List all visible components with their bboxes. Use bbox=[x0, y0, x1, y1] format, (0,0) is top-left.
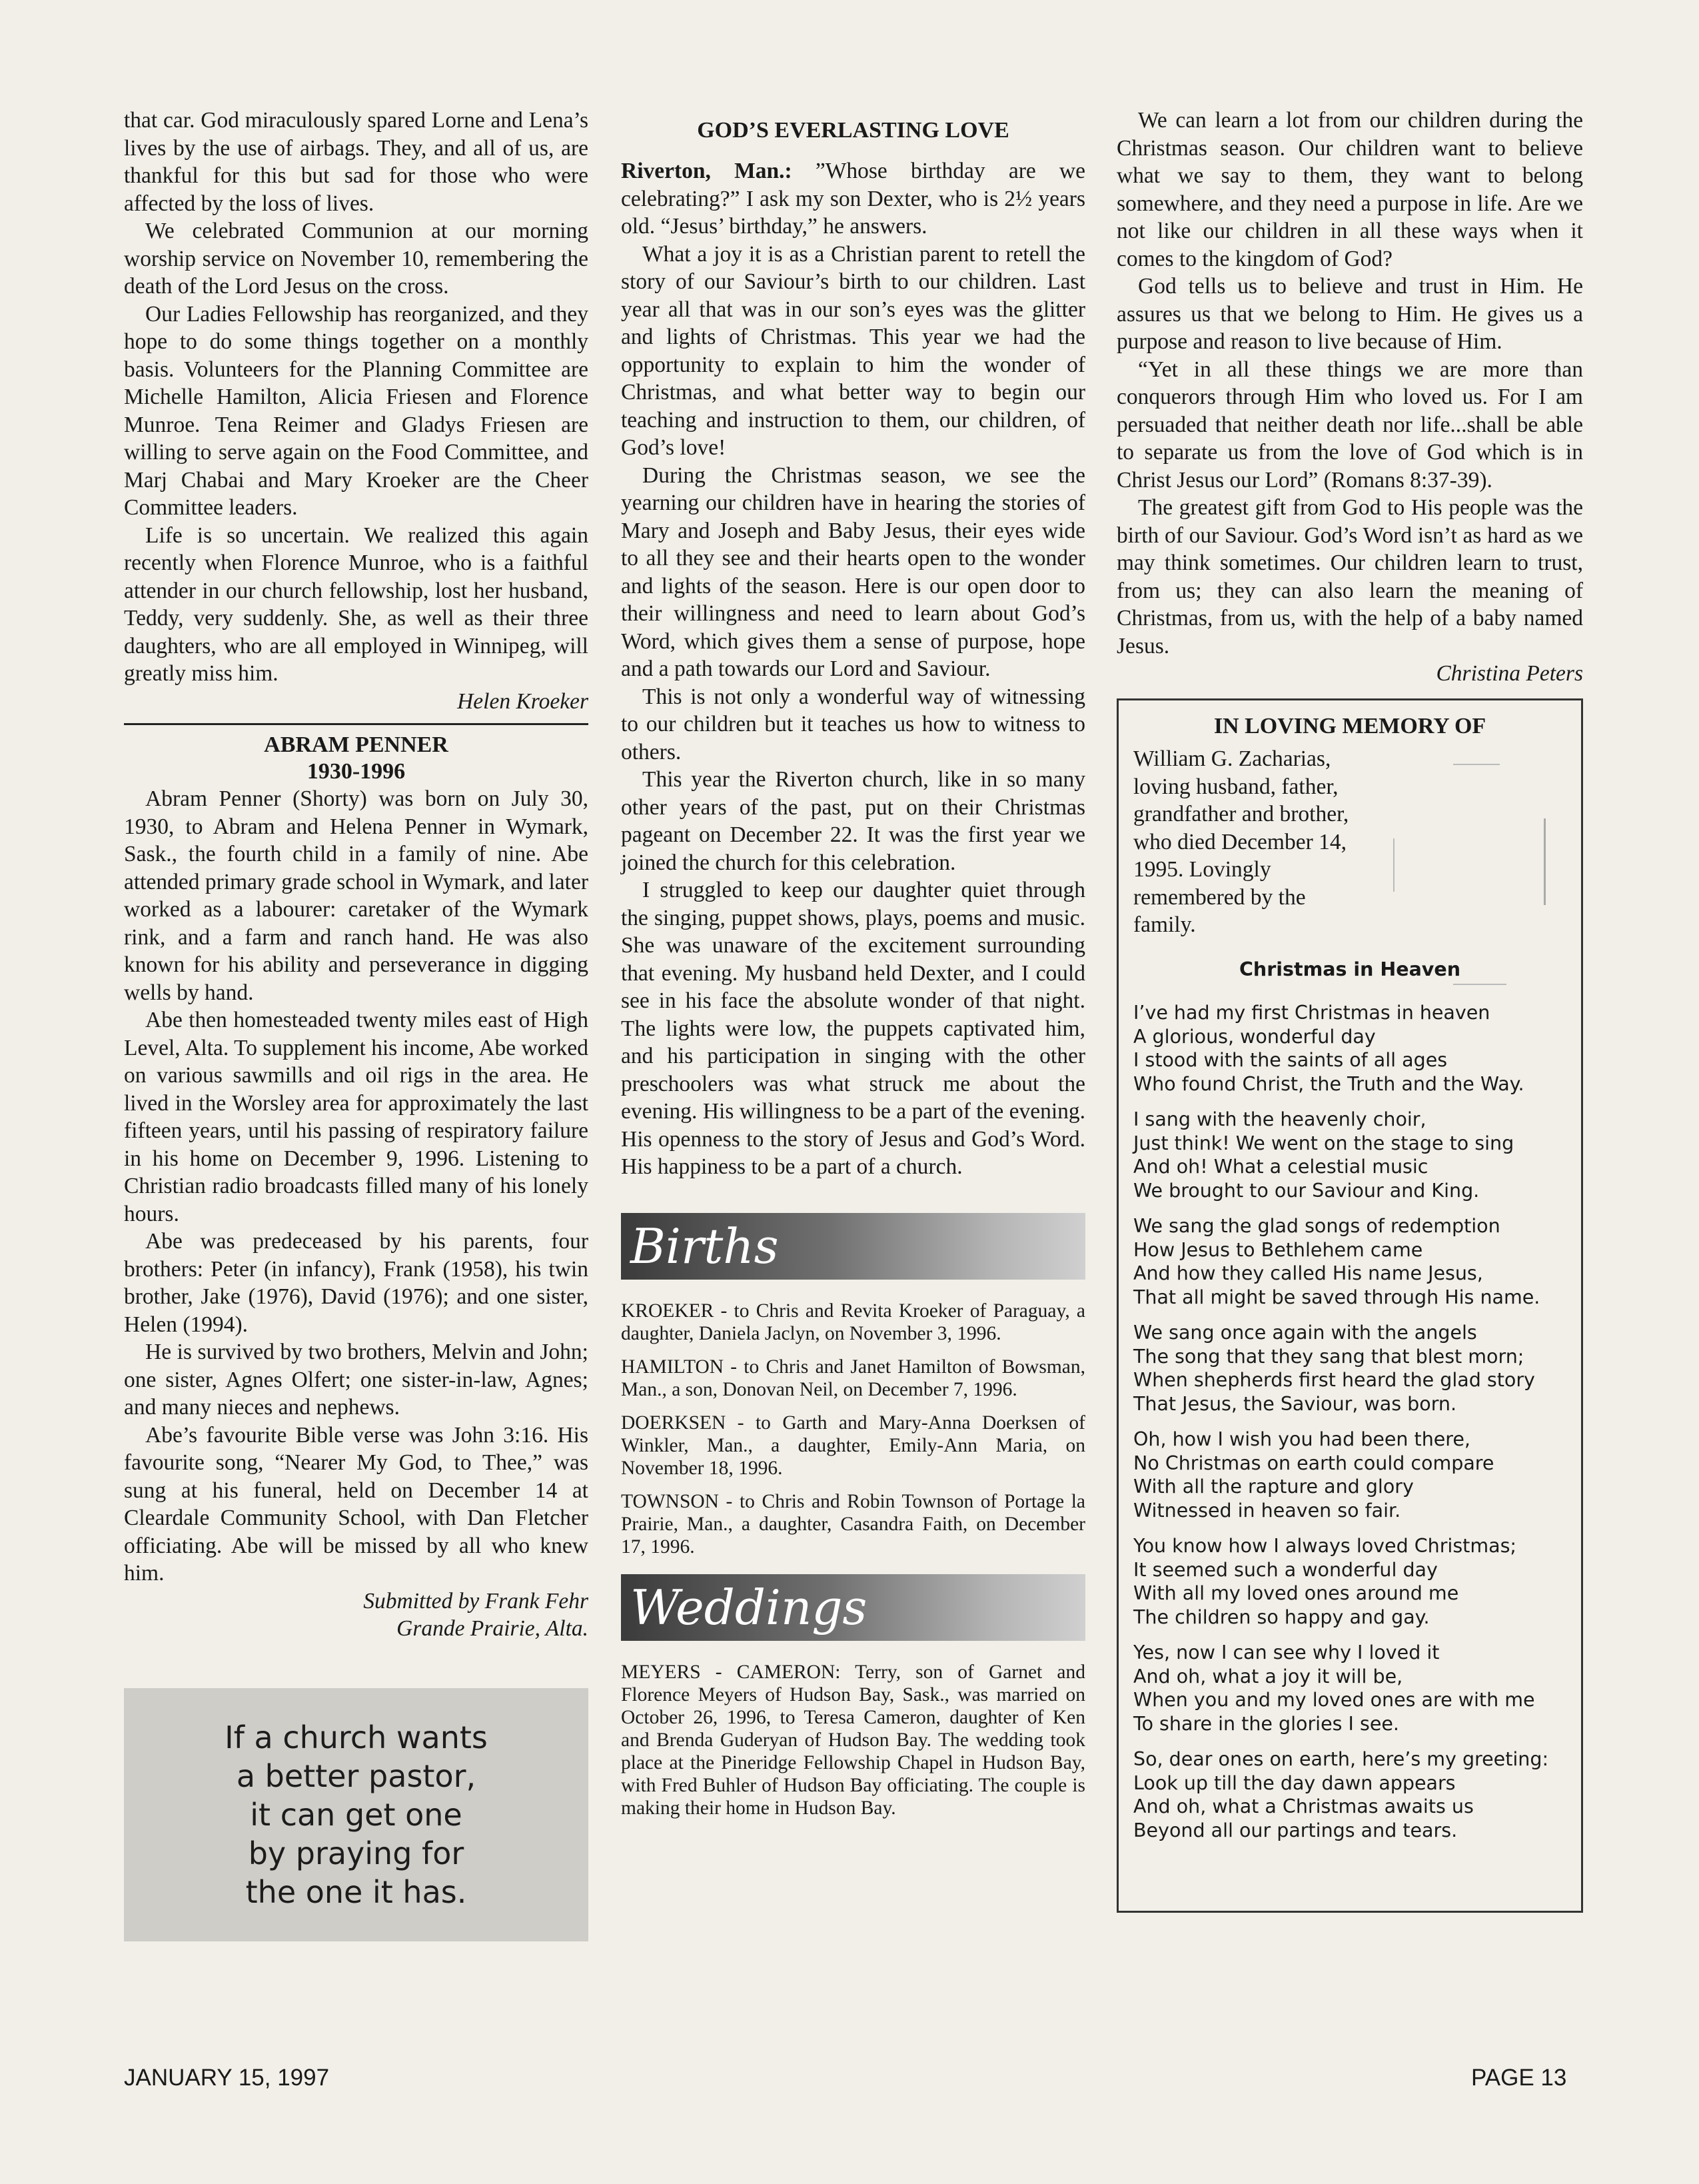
memorial-photo bbox=[1367, 745, 1566, 939]
poem-line: Witnessed in heaven so fair. bbox=[1133, 1499, 1401, 1522]
poem-stanza bbox=[1133, 1428, 1566, 1522]
poem-line: That all might be saved through His name. bbox=[1133, 1286, 1540, 1308]
poem-line: Beyond all our partings and tears. bbox=[1133, 1819, 1458, 1841]
column-1 bbox=[124, 107, 588, 1941]
poem-line: A glorious, wonderful day bbox=[1133, 1025, 1376, 1048]
birth-notice: KROEKER - to Chris and Revita Kroeker of Paraguay, a daughter, Daniela Jaclyn, on November 3, 1996. bbox=[621, 1300, 1085, 1344]
quote-line: it can get one bbox=[250, 1796, 462, 1833]
quote-box bbox=[124, 1688, 588, 1941]
obituary-title: ABRAM PENNER bbox=[264, 732, 448, 757]
weddings-banner: Weddings bbox=[621, 1574, 1085, 1641]
poem-line: The song that they sang that blest morn; bbox=[1133, 1345, 1524, 1368]
poem-line: To share in the glories I see. bbox=[1133, 1712, 1399, 1735]
poem-line: I’ve had my first Christmas in heaven bbox=[1133, 1002, 1490, 1024]
birth-notice: HAMILTON - to Chris and Janet Hamilton of Bowsman, Man., a son, Donovan Neil, on December 7, 1996. bbox=[621, 1356, 1085, 1400]
poem-line: The children so happy and gay. bbox=[1133, 1606, 1430, 1628]
paragraph: I struggled to keep our daughter quiet through the singing, puppet shows, plays, poems and music. She was unaware of the excitement surrounding that evening. My husband held Dexter, and I could see in his face the absolute wonder of that night. The lights were low, the puppets captivated him, and his participation in singing with the other preschoolers was what struck me about the evening. His willingness to be a part of the evening. His openness to the story of Jesus and God’s Word. His happiness to be a part of a church. bbox=[621, 878, 1085, 1179]
quote-line: If a church wants bbox=[225, 1719, 488, 1755]
poem-line: With all my loved ones around me bbox=[1133, 1582, 1459, 1604]
poem-line: No Christmas on earth could compare bbox=[1133, 1452, 1494, 1474]
poem-line: Look up till the day dawn appears bbox=[1133, 1771, 1456, 1794]
paragraph: This year the Riverton church, like in so many other years of the past, put on their Christmas pageant on December 22. It was the first year we joined the church for this celebration. bbox=[621, 767, 1085, 875]
poem-stanza bbox=[1133, 1641, 1566, 1735]
poem-stanza bbox=[1133, 1747, 1566, 1842]
quote-line: a better pastor, bbox=[236, 1757, 476, 1794]
paragraph: “Yet in all these things we are more than conquerors through Him who loved us. For I am persuaded that neither death nor life...shall be able to separate us from the love of God which is in Christ Jesus our Lord” (Romans 8:37-39). bbox=[1117, 357, 1583, 493]
births-banner: Births bbox=[621, 1213, 1085, 1280]
poem-line: Who found Christ, the Truth and the Way. bbox=[1133, 1072, 1524, 1095]
paragraph: Abe was predeceased by his parents, four brothers: Peter (in infancy), Frank (1958), his twin brother, Jake (1976), David (1976); and one sister, Helen (1994). bbox=[124, 1229, 588, 1337]
paragraph: The greatest gift from God to His people was the birth of our Saviour. God’s Word isn’t as hard as we may think sometimes. Our children learn to trust, from us; they can also learn the meaning of Christmas, from us, with the help of a baby named Jesus. bbox=[1117, 495, 1583, 658]
poem-line: That Jesus, the Saviour, was born. bbox=[1133, 1392, 1457, 1415]
poem-stanza bbox=[1133, 1534, 1566, 1629]
poem-line: We brought to our Saviour and King. bbox=[1133, 1179, 1480, 1202]
poem-line: Yes, now I can see why I loved it bbox=[1133, 1641, 1440, 1663]
paragraph bbox=[621, 157, 1085, 241]
quote-line: by praying for bbox=[248, 1835, 464, 1871]
poem-line: I stood with the saints of all ages bbox=[1133, 1049, 1448, 1071]
poem-line: It seemed such a wonderful day bbox=[1133, 1558, 1438, 1581]
poem-line: You know how I always loved Christmas; bbox=[1133, 1535, 1517, 1557]
paragraph: Abram Penner (Shorty) was born on July 30, 1930, to Abram and Helena Penner in Wymark, Sask., the fourth child in a family of nine. Abe attended primary grade school in Wymark, and later worked as a labourer: caretaker of the Wymark rink, and a farm and ranch hand. He was also known for his ability and perseverance in digging wells by hand. bbox=[124, 786, 588, 1005]
poem bbox=[1133, 958, 1566, 1843]
column-2 bbox=[621, 107, 1085, 1830]
footer-page-number: PAGE 13 bbox=[1471, 2065, 1567, 2091]
paragraph: God tells us to believe and trust in Him. He assures us that we belong to Him. He gives us a purpose and reason to live because of Him. bbox=[1117, 274, 1583, 354]
paragraph-text: ”Whose birthday are we celebrating?” I ask my son Dexter, who is 2½ years old. “Jesus’ birthday,” he answers. bbox=[621, 159, 1085, 239]
poem-line: With all the rapture and glory bbox=[1133, 1476, 1414, 1498]
poem-line: Just think! We went on the stage to sing bbox=[1133, 1132, 1514, 1154]
paragraph: Our Ladies Fellowship has reorganized, and they hope to do some things together on a monthly basis. Volunteers for the Planning Committee are Michelle Hamilton, Alicia Friesen and Florence Munroe. Tena Reimer and Gladys Friesen are willing to serve again on the Food Committee, and Marj Chabai and Mary Kroeker are the Cheer Committee leaders. bbox=[124, 301, 588, 520]
signature: Christina Peters bbox=[1436, 661, 1583, 686]
memorial-box bbox=[1117, 698, 1583, 1913]
paragraph: He is survived by two brothers, Melvin and John; one sister, Agnes Olfert; one sister-in-law, Agnes; and many nieces and nephews. bbox=[124, 1340, 588, 1420]
poem-line: And how they called His name Jesus, bbox=[1133, 1262, 1483, 1284]
poem-line: I sang with the heavenly choir, bbox=[1133, 1108, 1426, 1130]
signature: Helen Kroeker bbox=[457, 688, 588, 714]
paragraph: This is not only a wonderful way of witnessing to our children but it teaches us how to witness to others. bbox=[621, 684, 1085, 764]
poem-line: How Jesus to Bethlehem came bbox=[1133, 1238, 1423, 1261]
column-3 bbox=[1117, 107, 1583, 1913]
poem-stanza bbox=[1133, 1108, 1566, 1202]
poem-line: Oh, how I wish you had been there, bbox=[1133, 1428, 1470, 1450]
footer-date: JANUARY 15, 1997 bbox=[124, 2065, 330, 2091]
poem-line: And oh, what a Christmas awaits us bbox=[1133, 1795, 1474, 1817]
paragraph: Abe then homesteaded twenty miles east of High Level, Alta. To supplement his income, Abe worked on various sawmills and oil rigs in the area. He lived in the Worsley area for approximately the last fifteen years, until his passing of respiratory failure in his home on December 9, 1996. Listening to Christian radio broadcasts filled many of his lonely hours. bbox=[124, 1008, 588, 1226]
dateline: Riverton, Man.: bbox=[621, 159, 792, 183]
submitted-by: Submitted by Frank Fehr bbox=[363, 1588, 588, 1614]
memorial-text: William G. Zacharias, loving husband, father, grandfather and brother, who died December 14, 1995. Lovingly remembered by the family. bbox=[1133, 746, 1349, 937]
poem-title: Christmas in Heaven bbox=[1239, 958, 1461, 980]
poem-line: We sang once again with the angels bbox=[1133, 1322, 1477, 1344]
paragraph: During the Christmas season, we see the yearning our children have in hearing the stories of Mary and Joseph and Baby Jesus, their eyes wide to all they see and their hearts open to the wonder and lights of the season. Here is our open door to their willingness and need to learn about God’s Word, which gives them a sense of purpose, hope and a path towards our Lord and Saviour. bbox=[621, 463, 1085, 681]
wedding-notice: MEYERS - CAMERON: Terry, son of Garnet and Florence Meyers of Hudson Bay, Sask., was married on October 26, 1996, to Teresa Cameron, daughter of Ken and Brenda Guderyan of Hudson Bay. The wedding took place at the Pineridge Fellowship Chapel in Hudson Bay, with Fred Buhler of Hudson Bay officiating. The couple is making their home in Hudson Bay. bbox=[621, 1661, 1085, 1819]
poem-line: And oh! What a celestial music bbox=[1133, 1156, 1428, 1178]
poem-stanza bbox=[1133, 1001, 1566, 1096]
poem-stanza bbox=[1133, 1321, 1566, 1416]
poem-line: We sang the glad songs of redemption bbox=[1133, 1215, 1500, 1237]
poem-line: When shepherds first heard the glad story bbox=[1133, 1369, 1535, 1391]
poem-line: So, dear ones on earth, here’s my greeting: bbox=[1133, 1748, 1549, 1770]
memorial-title: IN LOVING MEMORY OF bbox=[1213, 713, 1486, 738]
paragraph: Abe’s favourite Bible verse was John 3:16. His favourite song, “Nearer My God, to Thee,” was sung at his funeral, held on December 14 at Cleardale Community School, with Dan Fletcher officiating. Abe will be missed by all who knew him. bbox=[124, 1422, 588, 1586]
poem-line: When you and my loved ones are with me bbox=[1133, 1689, 1535, 1711]
paragraph: that car. God miraculously spared Lorne and Lena’s lives by the use of airbags. They, and all of us, are thankful for this but sad for those who were affected by the loss of lives. bbox=[124, 108, 588, 216]
divider bbox=[124, 723, 588, 725]
poem-stanza bbox=[1133, 1214, 1566, 1309]
article-title: GOD’S EVERLASTING LOVE bbox=[697, 118, 1009, 143]
birth-notice: TOWNSON - to Chris and Robin Townson of Portage la Prairie, Man., a daughter, Casandra Faith, on December 17, 1996. bbox=[621, 1490, 1085, 1558]
poem-line: And oh, what a joy it will be, bbox=[1133, 1665, 1403, 1687]
submitted-place: Grande Prairie, Alta. bbox=[396, 1616, 588, 1641]
obituary-years: 1930-1996 bbox=[306, 759, 406, 784]
paragraph: We can learn a lot from our children during the Christmas season. Our children want to believe what we say to them, they want to belong somewhere, and they need a purpose in life. Are we not like our children in all these ways when it comes to the kingdom of God? bbox=[1117, 108, 1583, 271]
birth-notice: DOERKSEN - to Garth and Mary-Anna Doerksen of Winkler, Man., a daughter, Emily-Ann Maria, on November 18, 1996. bbox=[621, 1412, 1085, 1479]
quote-line: the one it has. bbox=[245, 1873, 467, 1910]
paragraph: Life is so uncertain. We realized this again recently when Florence Munroe, who is a faithful attender in our church fellowship, lost her husband, Teddy, very suddenly. She, as well as their three daughters, who are all employed in Winnipeg, will greatly miss him. bbox=[124, 523, 588, 686]
paragraph: We celebrated Communion at our morning worship service on November 10, remembering the death of the Lord Jesus on the cross. bbox=[124, 219, 588, 299]
paragraph: What a joy it is as a Christian parent to retell the story of our Saviour’s birth to our children. Last year all that was in our son’s eyes was the glitter and lights of Christmas. This year we had the opportunity to explain to him the wonder of Christmas, and what better way to begin our teaching and instruction to them, our children, of God’s love! bbox=[621, 241, 1085, 460]
